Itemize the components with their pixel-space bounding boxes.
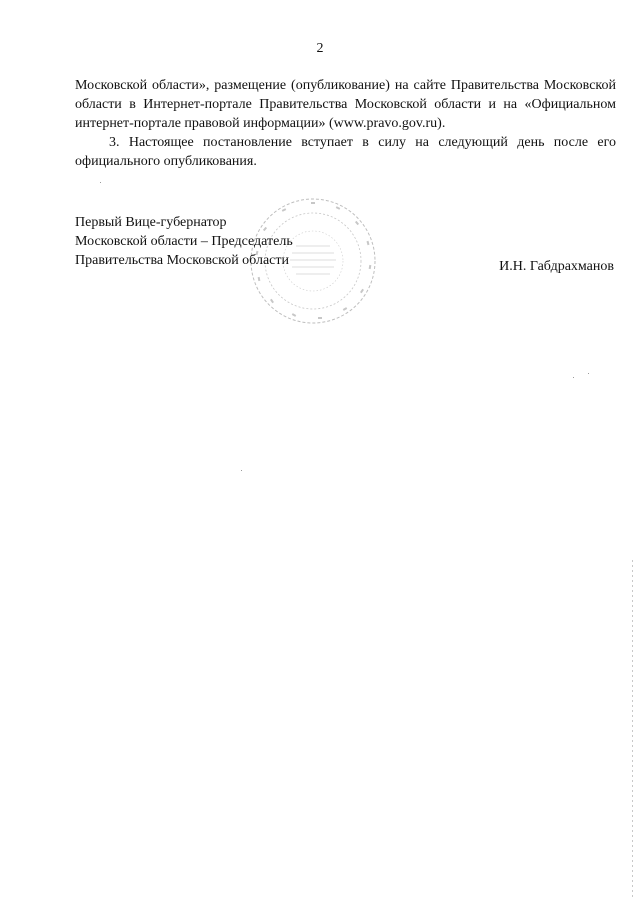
scan-speck [573,377,574,378]
scan-speck [588,373,589,374]
scan-speck [100,182,101,183]
signature-block [75,213,293,270]
signer-position-line-1: Первый Вице-губернатор [75,215,227,230]
document-body [75,76,616,171]
paragraph-3: 3. Настоящее постановление вступает в силу на следующий день после его официального опубликования. [75,135,616,169]
scan-edge-artifact [632,560,633,900]
signer-name: И.Н. Габдрахманов [499,259,614,274]
signer-position-line-2: Московской области – Председатель [75,234,293,249]
paragraph-continuation: Московской области», размещение (опубликование) на сайте Правительства Московской области в Интернет-портале Правительства Московской области и на «Официальном интернет-портале правовой информации» (www.pravo.gov.ru). [75,78,616,131]
scan-speck [241,470,242,471]
seal-center-marks [290,246,336,274]
signer-position-line-3: Правительства Московской области [75,253,289,268]
page-number: 2 [316,41,324,56]
